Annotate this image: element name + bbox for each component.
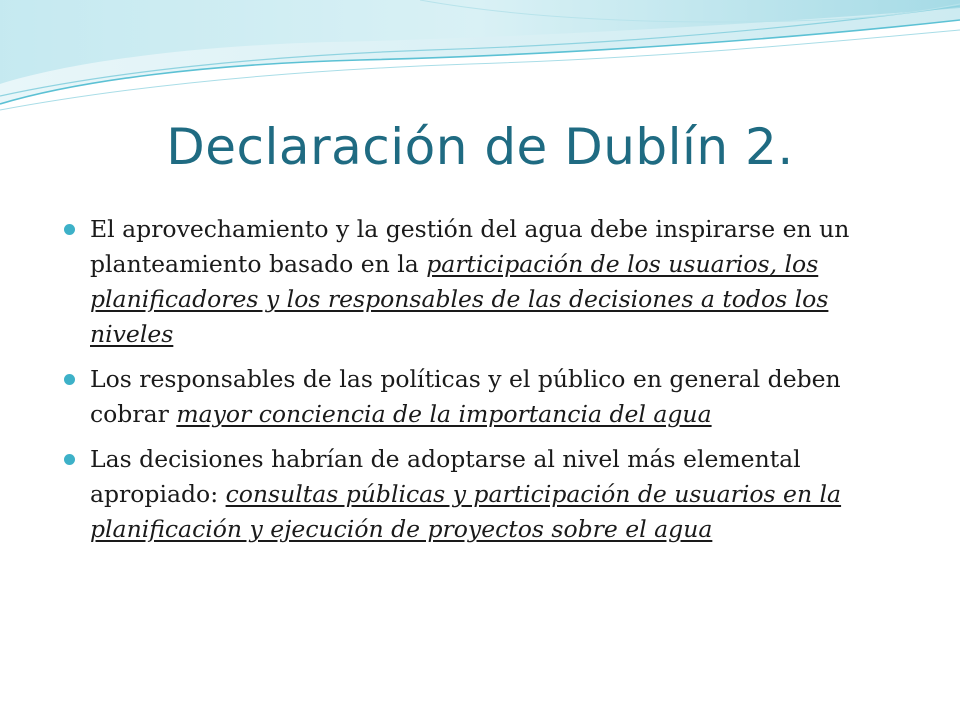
bullet-item: [62, 362, 882, 432]
bullet-text: Las decisiones habrían de adoptarse al nivel más elemental apropiado:: [90, 445, 801, 508]
bullet-emphasis: mayor conciencia de la importancia del agua: [176, 400, 712, 428]
wave-header-decoration: [0, 0, 960, 120]
bullet-list: [62, 212, 882, 557]
bullet-dot-icon: [64, 454, 75, 465]
bullet-text: Los responsables de las políticas y el público en general deben cobrar: [90, 365, 841, 428]
bullet-item: [62, 212, 882, 352]
bullet-emphasis: consultas públicas y participación de usuarios en la planificación y ejecución de proyectos sobre el agua: [90, 480, 842, 543]
slide-title: Declaración de Dublín 2.: [166, 118, 794, 176]
bullet-dot-icon: [64, 374, 75, 385]
bullet-text: El aprovechamiento y la gestión del agua debe inspirarse en un planteamiento basado en la: [90, 215, 850, 278]
bullet-item: [62, 442, 882, 547]
bullet-dot-icon: [64, 224, 75, 235]
bullet-emphasis: participación de los usuarios, los planificadores y los responsables de las decisiones a todos los niveles: [90, 250, 829, 348]
